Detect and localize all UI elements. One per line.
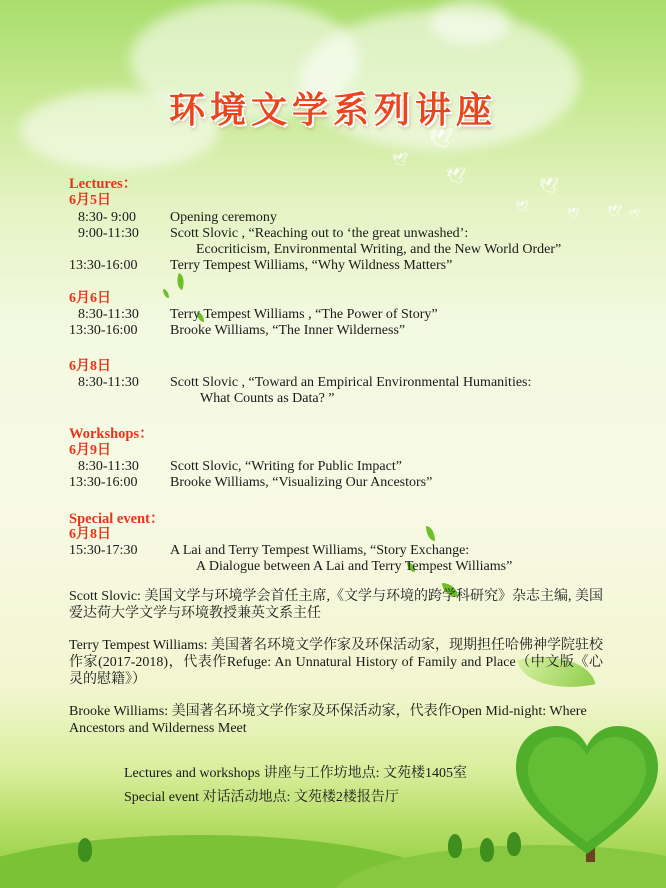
date-june-8: 6月8日 xyxy=(69,359,111,374)
page-title: 环境文学系列讲座 xyxy=(168,90,497,131)
session-time: 15:30-17:30 xyxy=(69,543,138,558)
bio-brooke-williams: Brooke Williams: 美国著名环境文学作家及环保活动家，代表作Open Mid-night: Where Ancestors and Wilderness Meet xyxy=(69,704,587,736)
cloud xyxy=(430,0,510,45)
tree-icon xyxy=(480,838,494,862)
session-title: Terry Tempest Williams, “Why Wildness Matters” xyxy=(170,258,453,273)
session-title-cont: A Dialogue between A Lai and Terry Tempest Williams” xyxy=(196,559,513,574)
session-time: 8:30-11:30 xyxy=(78,459,139,474)
leaf-icon xyxy=(174,273,188,290)
session-title-cont: Ecocriticism, Environmental Writing, and the New World Order” xyxy=(196,242,562,257)
session-title: Brooke Williams, “Visualizing Our Ancestors” xyxy=(170,475,433,490)
leaf-icon xyxy=(426,526,435,541)
session-time: 13:30-16:00 xyxy=(69,258,138,273)
session-title: Scott Slovic , “Reaching out to ‘the great unwashed’: xyxy=(170,226,469,241)
date-june-6: 6月6日 xyxy=(69,291,111,306)
dove-icon: 🕊 xyxy=(567,208,580,219)
lectures-heading: Lectures： xyxy=(69,176,138,192)
date-june-8-special: 6月8日 xyxy=(69,527,111,542)
session-time: 13:30-16:00 xyxy=(69,323,138,338)
dove-icon: 🕊 xyxy=(428,126,454,150)
session-title: Opening ceremony xyxy=(170,210,277,225)
venue-special-event: Special event 对话活动地点: 文苑楼2楼报告厅 xyxy=(124,790,399,805)
special-event-heading: Special event： xyxy=(69,511,165,527)
dove-icon: 🕊 xyxy=(629,210,641,220)
session-title: Scott Slovic , “Toward an Empirical Environmental Humanities: xyxy=(170,375,532,390)
workshops-heading: Workshops： xyxy=(69,426,154,442)
session-time: 8:30- 9:00 xyxy=(78,210,136,225)
bio-scott-slovic: Scott Slovic: 美国文学与环境学会首任主席,《文学与环境的跨学科研究》杂志主编, 美国爱达荷大学文学与环境教授兼英文系主任 xyxy=(69,589,603,621)
leaf-icon xyxy=(163,289,169,298)
heart-tree-icon xyxy=(512,722,662,862)
session-title: Scott Slovic, “Writing for Public Impact” xyxy=(170,459,402,474)
session-title: Brooke Williams, “The Inner Wilderness” xyxy=(170,323,406,338)
session-title: Terry Tempest Williams , “The Power of Story” xyxy=(170,307,438,322)
tree-icon xyxy=(448,834,462,858)
session-time: 8:30-11:30 xyxy=(78,375,139,390)
dove-icon: 🕊 xyxy=(446,166,467,185)
date-june-5: 6月5日 xyxy=(69,193,111,208)
dove-icon: 🕊 xyxy=(539,176,560,195)
date-june-9: 6月9日 xyxy=(69,443,111,458)
bio-terry-tempest-williams: Terry Tempest Williams: 美国著名环境文学作家及环保活动家，现期担任哈佛神学院驻校作家(2017-2018)，代表作Refuge: An Unnatural History of Family and Place（中文版《心灵的慰籍》） xyxy=(69,638,603,687)
dove-icon: 🕊 xyxy=(607,204,623,218)
tree-icon xyxy=(78,838,92,862)
session-time: 13:30-16:00 xyxy=(69,475,138,490)
session-time: 8:30-11:30 xyxy=(78,307,139,322)
dove-icon: 🕊 xyxy=(392,153,409,168)
venue-lectures: Lectures and workshops 讲座与工作坊地点: 文苑楼1405室 xyxy=(124,766,467,781)
session-title-cont: What Counts as Data? ” xyxy=(200,391,335,406)
session-title: A Lai and Terry Tempest Williams, “Story Exchange: xyxy=(170,543,470,558)
dove-icon: 🕊 xyxy=(515,200,529,213)
session-time: 9:00-11:30 xyxy=(78,226,139,241)
